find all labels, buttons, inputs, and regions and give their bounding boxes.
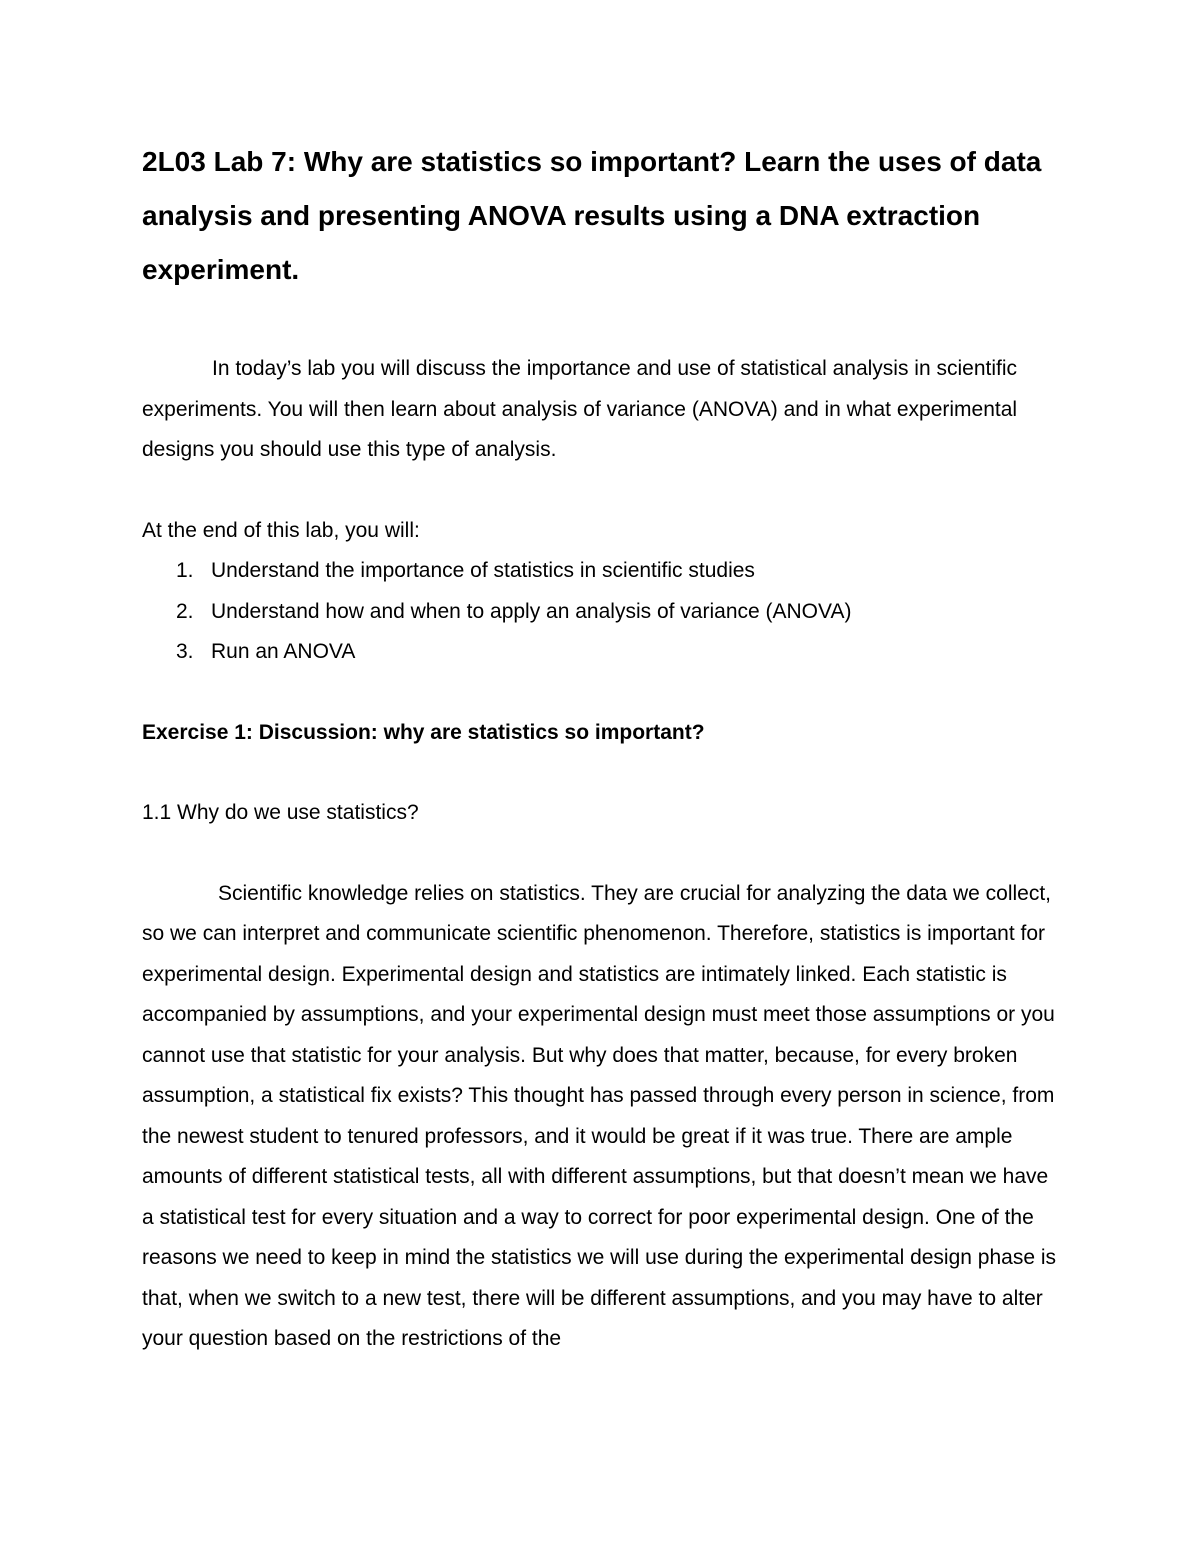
list-text: Understand the importance of statistics in scientific studies [211,559,755,582]
list-item [142,592,1062,633]
intro-paragraph: In today’s lab you will discuss the importance and use of statistical analysis in scientific experiments. You will then learn about analysis of variance (ANOVA) and in what experimental designs you should use this type of analysis. [142,357,1018,461]
spacer [142,834,1062,874]
list-number: 1. [176,559,194,582]
list-text: Run an ANOVA [211,640,356,663]
list-item [142,632,1062,673]
spacer [142,471,1062,511]
list-number: 2. [176,599,194,623]
spacer [142,673,1062,713]
objectives-lead: At the end of this lab, you will: [142,518,420,542]
exercise-heading: Exercise 1: Discussion: why are statistics so important? [142,720,705,744]
spacer [142,297,1062,349]
list-number: 3. [176,640,194,663]
document-title: 2L03 Lab 7: Why are statistics so important? Learn the uses of data analysis and presenting ANOVA results using a DNA extraction experiment. [142,146,1042,285]
objectives-list [142,551,1062,673]
section-subheading: 1.1 Why do we use statistics? [142,801,419,824]
document-page [142,135,1062,1360]
body-paragraph: Scientific knowledge relies on statistics. They are crucial for analyzing the data we collect, so we can interpret and communicate scientific phenomenon. Therefore, statistics is important for experimental design. Experimental design and statistics are intimately linked. Each statistic is accompanied by assumptions, and your experimental design must meet those assumptions or you cannot use that statistic for your analysis. But why does that matter, because, for every broken assumption, a statistical fix exists? This thought has passed through every person in science, from the newest student to tenured professors, and it would be great if it was true. There are ample amounts of different statistical tests, all with different assumptions, but that doesn’t mean we have a statistical test for every situation and a way to correct for poor experimental design. One of the reasons we need to keep in mind the statistics we will use during the experimental design phase is that, when we switch to a new test, there will be different assumptions, and you may have to alter your question based on the restrictions of the [142,881,1057,1350]
list-item [142,551,1062,592]
spacer [142,753,1062,793]
list-text: Understand how and when to apply an analysis of variance (ANOVA) [211,599,852,623]
